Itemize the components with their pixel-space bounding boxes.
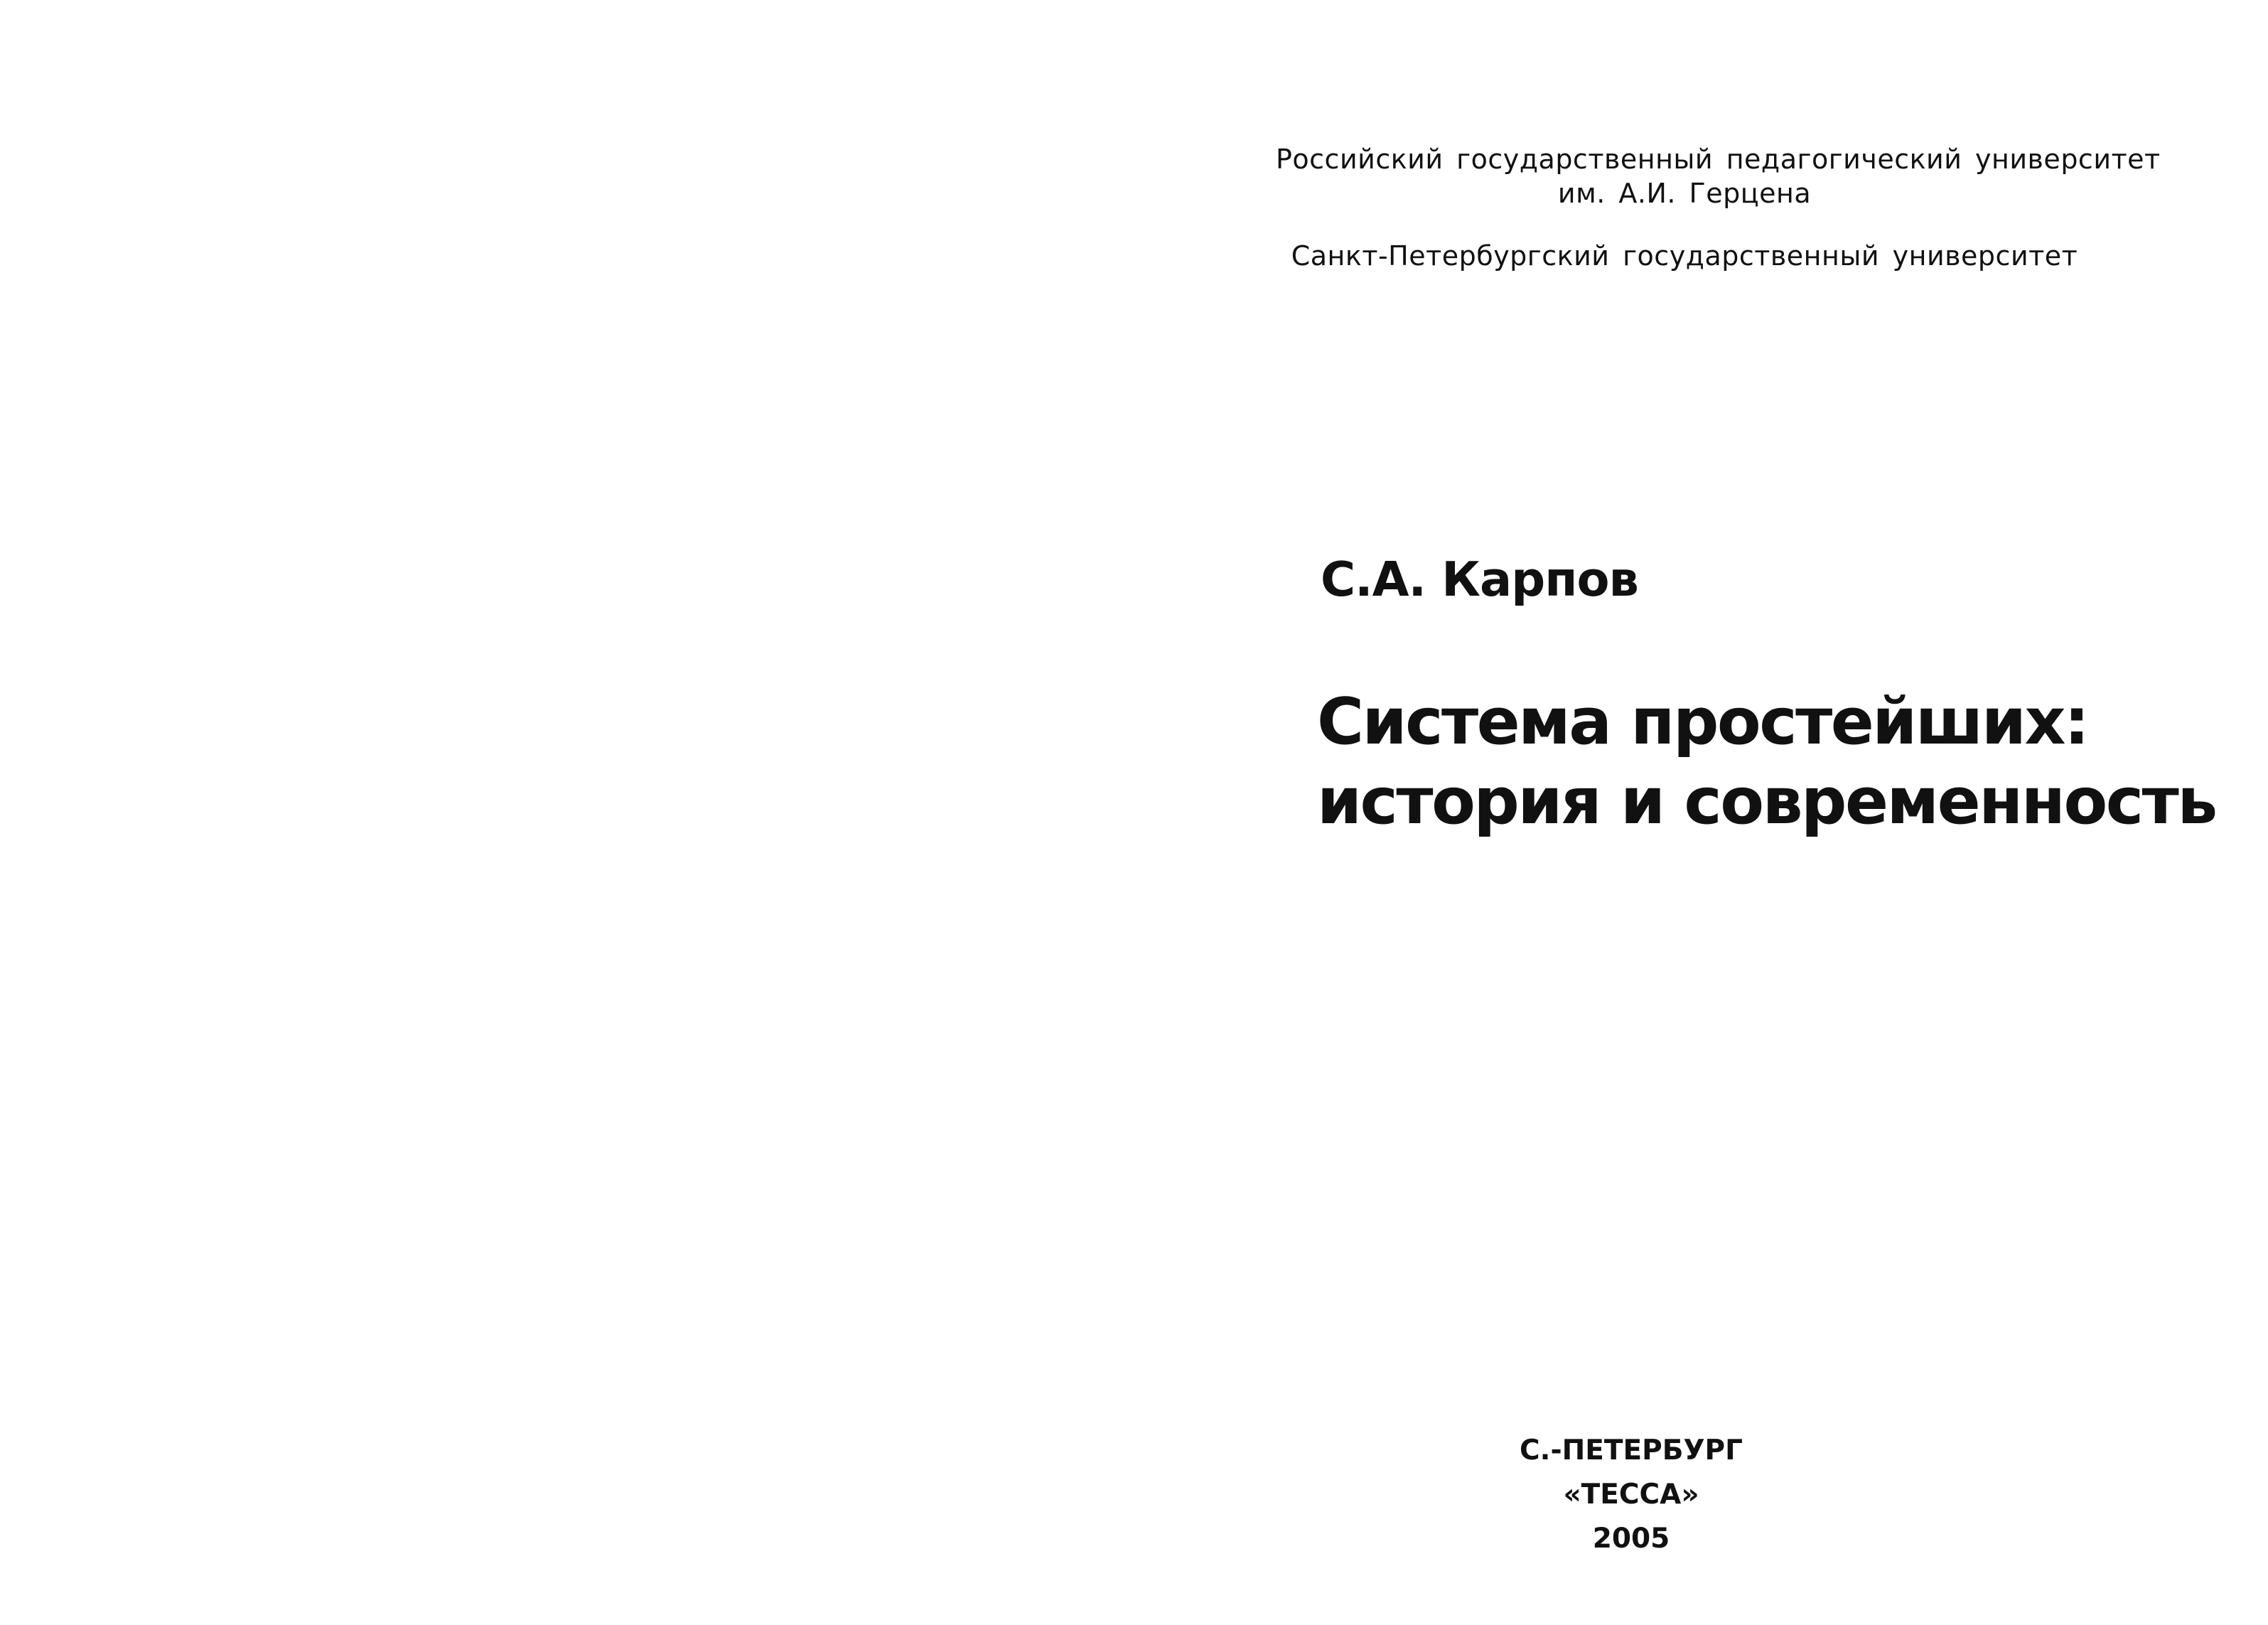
imprint-publisher: «ТЕССА»: [1563, 1479, 1699, 1511]
institutions-block: [1276, 142, 2161, 273]
title-page: [1134, 0, 2268, 1625]
institution-spbu: Санкт-Петербургский государственный университет: [1291, 240, 2078, 272]
institution-herzen-line1: Российский государственный педагогический университет: [1276, 144, 2161, 175]
institution-herzen-line2: им. А.И. Герцена: [1557, 178, 1812, 209]
imprint-block: [1489, 1429, 1773, 1561]
book-title-line2: история и современность: [1317, 764, 2216, 839]
institution-spacer: [1276, 210, 2093, 239]
imprint-city: С.-ПЕТЕРБУРГ: [1520, 1434, 1743, 1466]
author-name: С.А. Карпов: [1321, 552, 1638, 607]
book-title-line1: Система простейших:: [1317, 685, 2088, 759]
imprint-year: 2005: [1592, 1523, 1670, 1555]
book-title: [1317, 682, 2216, 842]
